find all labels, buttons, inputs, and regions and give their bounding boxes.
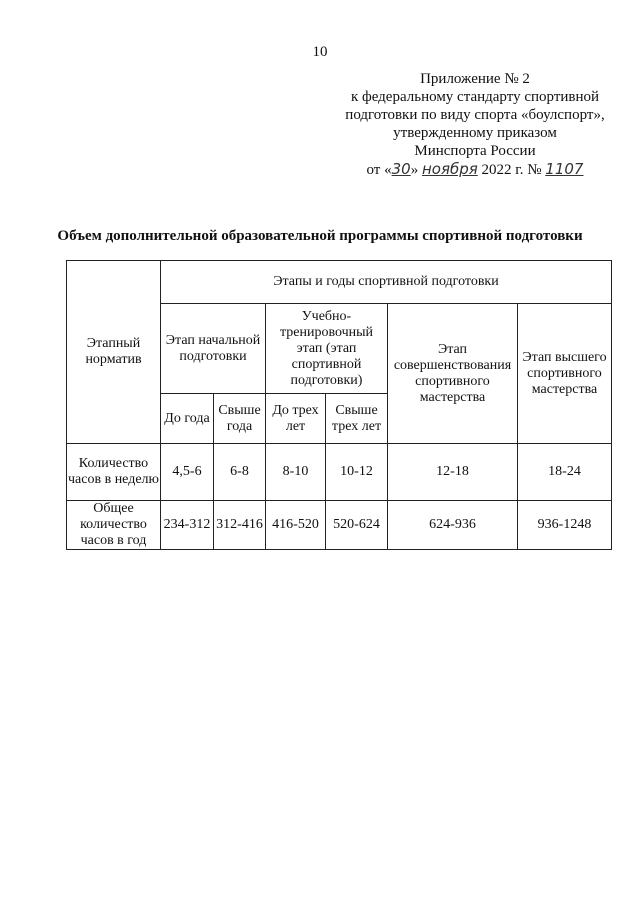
page-number: 10 <box>312 44 328 60</box>
subheader-training-2: Свыше трех лет <box>326 394 388 444</box>
row-label: Количество часов в неделю <box>67 444 161 501</box>
table-cell: 6-8 <box>214 444 266 501</box>
appendix-line: Минспорта России <box>414 143 536 159</box>
table-cell: 12-18 <box>388 444 518 501</box>
appendix-line: подготовки по виду спорта «боулспорт», <box>345 107 605 123</box>
subheader-initial-1: До года <box>161 394 214 444</box>
date-month: ноября <box>421 160 478 178</box>
date-prefix: от « <box>366 162 392 178</box>
table-cell: 312-416 <box>214 501 266 550</box>
stage-training-header: Учебно-тренировочный этап (этап спортивной подготовки) <box>266 304 388 394</box>
stage-improvement-header: Этап совершенствования спортивного мастерства <box>388 304 518 444</box>
order-date-line <box>330 160 620 179</box>
table-cell: 624-936 <box>388 501 518 550</box>
appendix-line: к федеральному стандарту спортивной <box>350 89 600 105</box>
table-cell: 234-312 <box>161 501 214 550</box>
row-label: Общее количество часов в год <box>67 501 161 550</box>
date-year: 2022 г. № <box>481 162 542 178</box>
table-row <box>67 444 612 501</box>
table-row <box>67 501 612 550</box>
subheader-initial-2: Свыше года <box>214 394 266 444</box>
appendix-block <box>330 70 620 179</box>
table-cell: 8-10 <box>266 444 326 501</box>
table-cell: 936-1248 <box>518 501 612 550</box>
document-title: Объем дополнительной образовательной программы спортивной подготовки <box>57 228 583 244</box>
appendix-line: утвержденному приказом <box>393 125 557 141</box>
appendix-line: Приложение № 2 <box>420 71 530 87</box>
table-cell: 18-24 <box>518 444 612 501</box>
stage-initial-header: Этап начальной подготовки <box>161 304 266 394</box>
stub-header: Этапный норматив <box>67 261 161 444</box>
stage-highest-header: Этап высшего спортивного мастерства <box>518 304 612 444</box>
subheader-training-1: До трех лет <box>266 394 326 444</box>
group-header: Этапы и годы спортивной подготовки <box>161 261 612 304</box>
order-number: 1107 <box>545 160 584 178</box>
table-cell: 4,5-6 <box>161 444 214 501</box>
date-day: 30 <box>391 160 411 178</box>
table-cell: 416-520 <box>266 501 326 550</box>
program-volume-table <box>66 260 612 550</box>
table-cell: 10-12 <box>326 444 388 501</box>
date-separator: » <box>410 162 419 178</box>
table-cell: 520-624 <box>326 501 388 550</box>
